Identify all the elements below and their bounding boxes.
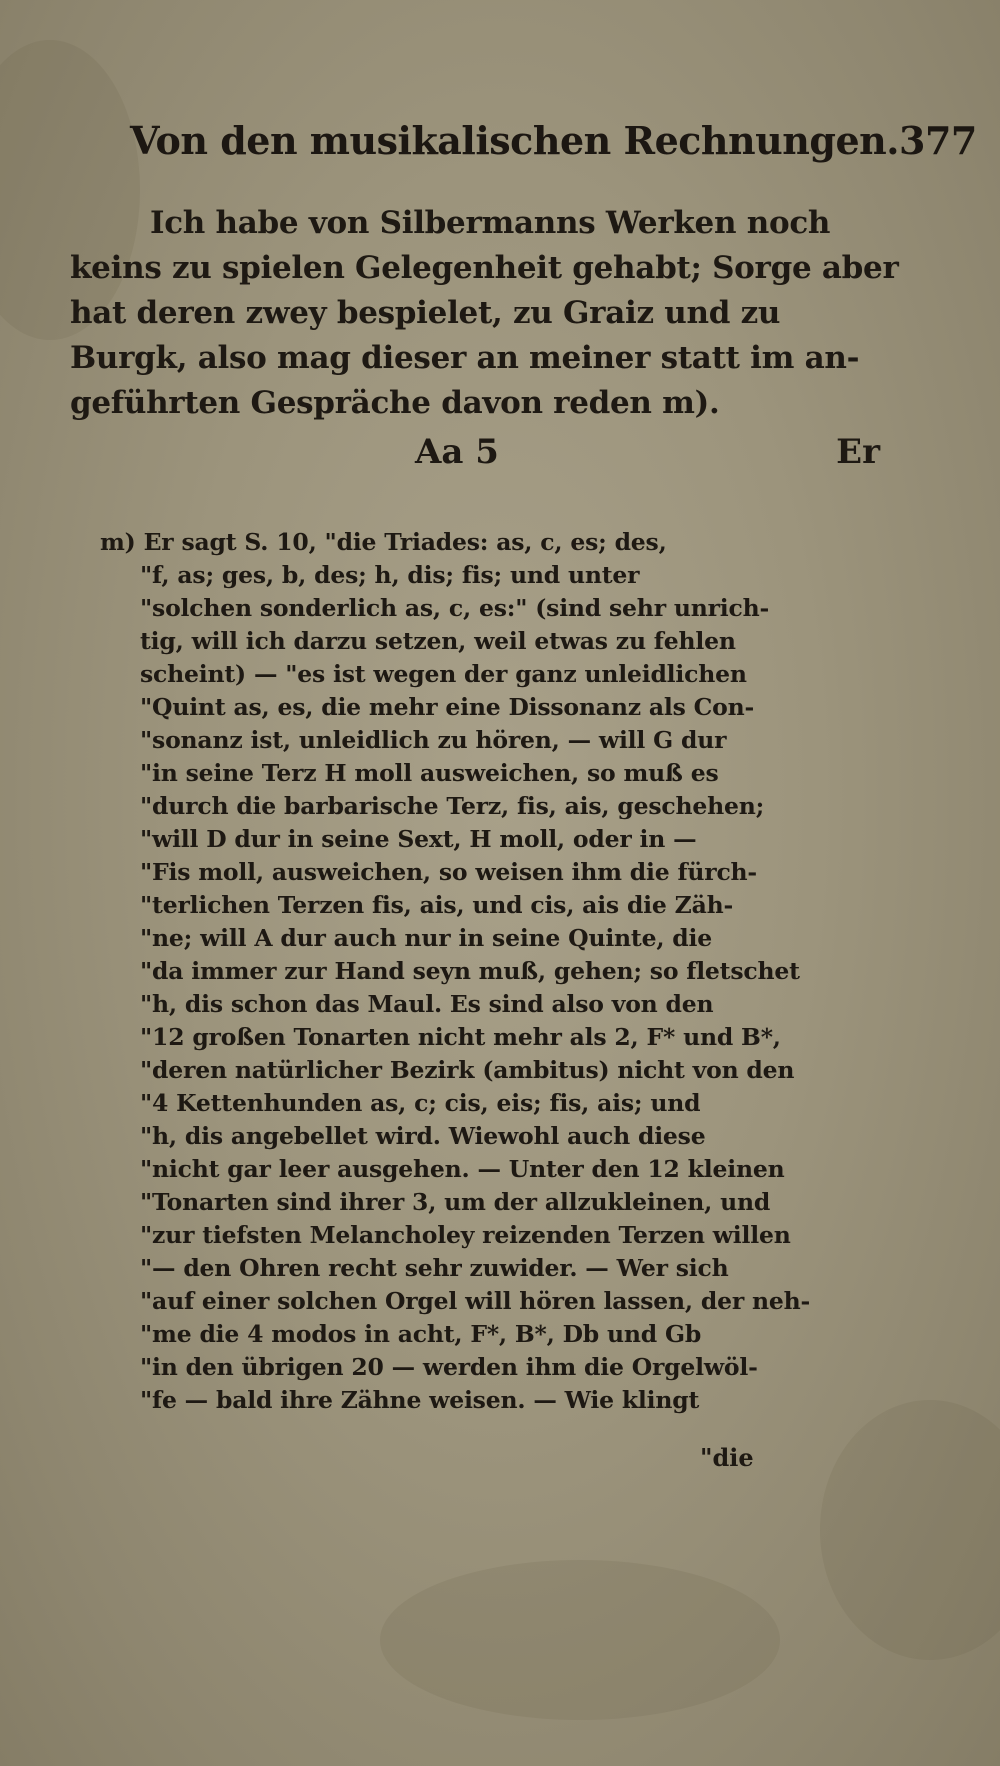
footnote-line: "Tonarten sind ihrer 3, um der allzukleinen, und [140,1188,771,1216]
footnote-line: "f, as; ges, b, des; h, dis; fis; und unter [140,561,640,589]
footnote-line: "terlichen Terzen fis, ais, und cis, ais die Zäh- [140,891,734,919]
footnote-line: "me die 4 modos in acht, F*, B*, Db und Gb [140,1320,702,1348]
catchword: Er [836,432,880,472]
footnote-line: "ne; will A dur auch nur in seine Quinte, die [140,924,713,952]
footnote-catchword: "die [700,1443,754,1472]
footnote-line: "nicht gar leer ausgehen. — Unter den 12 kleinen [140,1155,785,1183]
footnote-line: "Quint as, es, die mehr eine Dissonanz als Con- [140,693,755,721]
footnote-line: "fe — bald ihre Zähne weisen. — Wie klingt [140,1386,700,1414]
footnote-line: "solchen sonderlich as, c, es:" (sind sehr unrich- [140,594,770,622]
footnote-line: "will D dur in seine Sext, H moll, oder in — [140,825,697,853]
footnote-line: "h, dis schon das Maul. Es sind also von den [140,990,714,1018]
body-line: keins zu spielen Gelegenheit gehabt; Sorge aber [70,250,899,286]
footnote-line: "h, dis angebellet wird. Wiewohl auch diese [140,1122,706,1150]
footnote-line: m) Er sagt S. 10, "die Triades: as, c, es; des, [100,528,667,556]
running-header [70,118,977,163]
signature-mark: Aa 5 [415,432,499,472]
body-line: hat deren zwey bespielet, zu Graiz und zu [70,295,781,331]
footnote-line: "zur tiefsten Melancholey reizenden Terzen willen [140,1221,791,1249]
footnote-line: scheint) — "es ist wegen der ganz unleidlichen [140,660,747,688]
footnote-line: "da immer zur Hand seyn muß, gehen; so fletschet [140,957,800,985]
body-line: Burgk, also mag dieser an meiner statt im an- [70,340,860,376]
footnote-line: "durch die barbarische Terz, fis, ais, geschehen; [140,792,765,820]
running-title: Von den musikalischen Rechnungen. [130,118,899,163]
footnote-line: "— den Ohren recht sehr zuwider. — Wer sich [140,1254,729,1282]
paper-stain [380,1560,780,1720]
page-number: 377 [899,118,977,163]
footnote-line: "sonanz ist, unleidlich zu hören, — will G dur [140,726,727,754]
footnote-line: "in den übrigen 20 — werden ihm die Orgelwöl- [140,1353,758,1381]
body-line: geführten Gespräche davon reden m). [70,385,720,421]
footnote-line: tig, will ich darzu setzen, weil etwas zu fehlen [140,627,736,655]
footnote-line: "auf einer solchen Orgel will hören lassen, der neh- [140,1287,811,1315]
footnote-line: "4 Kettenhunden as, c; cis, eis; fis, ais; und [140,1089,701,1117]
footnote-line: "12 großen Tonarten nicht mehr als 2, F* und B*, [140,1023,781,1051]
paper-stain [820,1400,1000,1660]
footnote-line: "deren natürlicher Bezirk (ambitus) nicht von den [140,1056,795,1084]
body-line: Ich habe von Silbermanns Werken noch [150,205,831,241]
footnote-line: "Fis moll, ausweichen, so weisen ihm die fürch- [140,858,757,886]
footnote-line: "in seine Terz H moll ausweichen, so muß es [140,759,719,787]
